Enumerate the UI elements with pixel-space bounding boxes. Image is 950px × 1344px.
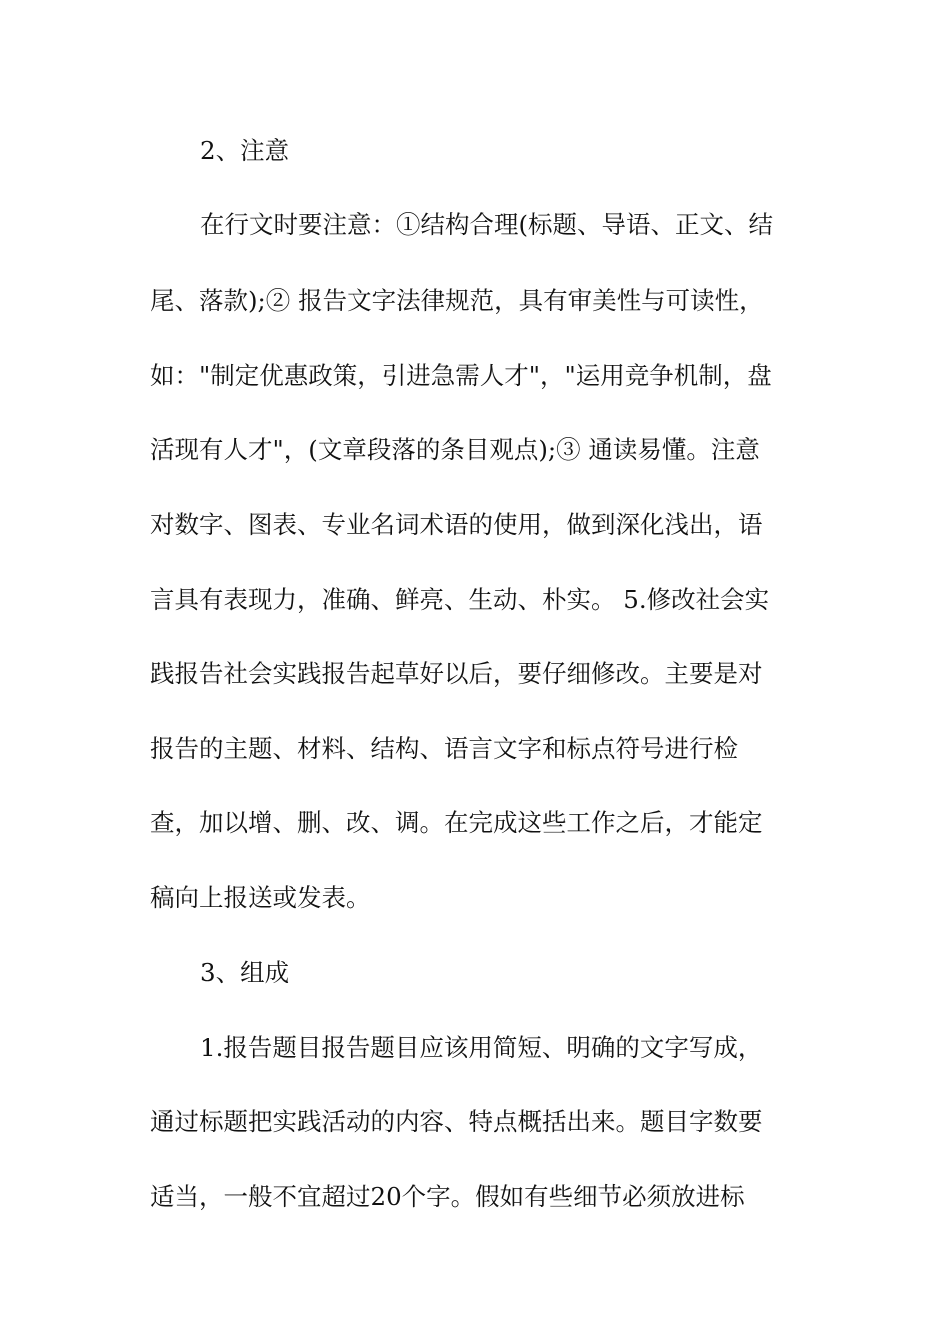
paragraph-line: 查，加以增、删、改、调。在完成这些工作之后，才能定 <box>150 808 763 837</box>
heading-attention: 2、注意 <box>200 136 290 165</box>
paragraph-line: 活现有人才"，(文章段落的条目观点);③ 通读易懂。注意 <box>150 435 760 464</box>
paragraph-line: 如："制定优惠政策，引进急需人才"，"运用竞争机制，盘 <box>150 361 772 390</box>
paragraph-line: 践报告社会实践报告起草好以后，要仔细修改。主要是对 <box>150 659 763 688</box>
paragraph-line: 报告的主题、材料、结构、语言文字和标点符号进行检 <box>150 734 738 763</box>
paragraph-line: 通过标题把实践活动的内容、特点概括出来。题目字数要 <box>150 1107 763 1136</box>
paragraph-line: 稿向上报送或发表。 <box>150 883 371 912</box>
paragraph-line: 尾、落款);② 报告文字法律规范，具有审美性与可读性， <box>150 286 764 315</box>
paragraph-line: 1.报告题目报告题目应该用简短、明确的文字写成， <box>200 1033 763 1062</box>
paragraph-line: 适当，一般不宜超过20个字。假如有些细节必须放进标 <box>150 1182 745 1211</box>
paragraph-line: 对数字、图表、专业名词术语的使用，做到深化浅出，语 <box>150 510 763 539</box>
paragraph-line: 言具有表现力，准确、鲜亮、生动、朴实。 5.修改社会实 <box>150 585 770 614</box>
heading-composition: 3、组成 <box>200 958 290 987</box>
paragraph-line: 在行文时要注意：①结构合理(标题、导语、正文、结 <box>200 210 774 239</box>
